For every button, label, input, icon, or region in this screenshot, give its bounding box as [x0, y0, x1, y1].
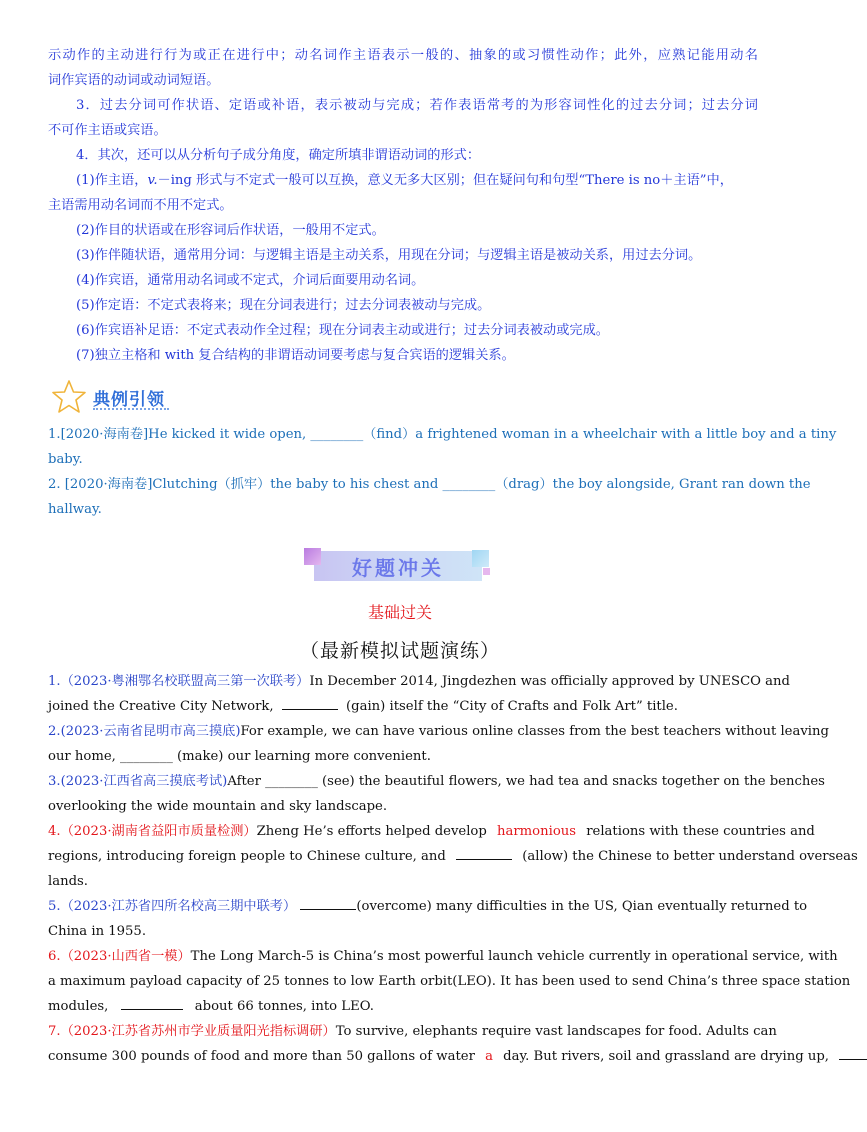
question-2 — [48, 722, 829, 742]
highlighted-word: harmonious — [497, 824, 577, 839]
rule-line: (7)独立主格和 with 复合结构的非谓语动词要考虑与复合宾语的逻辑关系。 — [76, 348, 515, 363]
rule-line: (4)作宾语，通常用动名词或不定式，介词后面要用动名词。 — [76, 273, 425, 288]
question-5 — [48, 897, 808, 917]
example-section-header — [48, 377, 208, 417]
question-number: 1. — [48, 674, 61, 689]
question-4-line-3: lands. — [48, 874, 88, 889]
rule-line: (5)作定语：不定式表将来；现在分词表进行；过去分词表被动与完成。 — [76, 298, 491, 313]
question-text: (gain) itself the “City of Crafts and Folk Art” title. — [346, 699, 678, 714]
example-line: 2. [2020·海南卷]Clutching（抓牢）the baby to his chest and ________（drag）the boy alongside, Grant ran down the — [48, 477, 811, 492]
question-source: 3.(2023·江西省高三摸底考试) — [48, 774, 228, 789]
question-text: joined the Creative City Network, — [48, 699, 274, 714]
question-text: modules, — [48, 999, 109, 1014]
question-4 — [48, 822, 815, 842]
rule-line: 示动作的主动进行行为或正在进行中；动名词作主语表示一般的、抽象的或习惯性动作；此外，应熟记能用动名 — [48, 48, 758, 63]
rule-text: (1)作主语， — [76, 173, 148, 188]
rule-line: 4．其次，还可以从分析句子成分角度，确定所填非谓语动词的形式： — [76, 148, 481, 163]
question-text: (overcome) many difficulties in the US, Qian eventually returned to — [356, 899, 808, 914]
question-1 — [48, 672, 790, 692]
question-3-line-2: overlooking the wide mountain and sky landscape. — [48, 799, 388, 814]
question-7 — [48, 1022, 777, 1042]
question-source: 5.（2023·江苏省四所名校高三期中联考） — [48, 899, 297, 914]
rule-line: (3)作伴随状语，通常用分词：与逻辑主语是主动关系，用现在分词；与逻辑主语是被动关系，用过去分词。 — [76, 248, 702, 263]
question-source: （2023·粤湘鄂名校联盟高三第一次联考） — [60, 674, 310, 689]
rule-line: (2)作目的状语或在形容词后作状语，一般用不定式。 — [76, 223, 385, 238]
highlighted-word: a — [485, 1049, 493, 1064]
question-6 — [48, 947, 838, 967]
question-source: 6.（2023·山西省一模） — [48, 949, 191, 964]
question-7-line-2 — [48, 1047, 829, 1067]
question-source: 7.（2023·江苏省苏州市学业质量阳光指标调研） — [48, 1024, 336, 1039]
question-source: 4.（2023·湖南省益阳市质量检测） — [48, 824, 257, 839]
rule-line: (6)作宾语补足语：不定式表动作全过程；现在分词表主动或进行；过去分词表被动或完成。 — [76, 323, 609, 338]
question-source: 2.(2023·云南省昆明市高三摸底) — [48, 724, 241, 739]
example-line: baby. — [48, 452, 83, 467]
question-6-line-3 — [48, 997, 758, 1017]
answer-blank[interactable] — [300, 897, 356, 910]
question-text: relations with these countries and — [586, 824, 815, 839]
rule-line: 不可作主语或宾语。 — [48, 123, 167, 138]
question-text: To survive, elephants require vast landscapes for food. Adults can — [335, 1024, 777, 1039]
practice-banner — [300, 546, 496, 586]
question-text: The Long March-5 is China’s most powerful launch vehicle currently in operational service, with — [190, 949, 838, 964]
question-text: After ________ (see) the beautiful flowers, we had tea and snacks together on the benches — [227, 774, 825, 789]
question-text: consume 300 pounds of food and more than 50 gallons of water — [48, 1049, 475, 1064]
question-text: day. But rivers, soil and grassland are drying up, — [503, 1049, 829, 1064]
rule-line — [76, 171, 786, 191]
question-2-line-2: our home, ________ (make) our learning more convenient. — [48, 749, 431, 764]
title-underline — [93, 408, 169, 410]
question-text: Zheng He’s efforts helped develop — [256, 824, 487, 839]
question-text: In December 2014, Jingdezhen was officially approved by UNESCO and — [309, 674, 790, 689]
question-3 — [48, 772, 825, 792]
question-4-line-2 — [48, 847, 858, 867]
question-text: about 66 tonnes, into LEO. — [194, 999, 374, 1014]
example-section-title: 典例引领 — [93, 390, 165, 410]
answer-blank[interactable] — [282, 697, 338, 710]
rule-line: 词作宾语的动词或动词短语。 — [48, 73, 220, 88]
question-text: (allow) the Chinese to better understand overseas — [522, 849, 858, 864]
example-line: hallway. — [48, 502, 102, 517]
section-subtitle: （最新模拟试题演练） — [299, 640, 500, 662]
rule-line: 主语需用动名词而不用不定式。 — [48, 198, 233, 213]
question-1-line-2 — [48, 697, 758, 717]
answer-blank[interactable] — [456, 847, 512, 860]
rule-line: 3．过去分词可作状语、定语或补语，表示被动与完成；若作表语常考的为形容词性化的过去分词；过去分词 — [76, 98, 758, 113]
example-line: 1.[2020·海南卷]He kicked it wide open, ________（find）a frightened woman in a wheelchair with a little boy and a tiny — [48, 427, 837, 442]
rule-text: －ing 形式与不定式一般可以互换，意义无多大区别；但在疑问句和句型“There is no＋主语”中， — [157, 173, 733, 188]
question-text: For example, we can have various online classes from the best teachers without leaving — [240, 724, 829, 739]
star-outline-icon — [51, 379, 87, 415]
question-text: regions, introducing foreign people to Chinese culture, and — [48, 849, 446, 864]
question-5-line-2: China in 1955. — [48, 924, 147, 939]
rule-abbrev: v. — [147, 173, 158, 188]
banner-title: 好题冲关 — [352, 556, 444, 580]
question-6-line-2: a maximum payload capacity of 25 tonnes to low Earth orbit(LEO). It has been used to send China’s three space station — [48, 974, 851, 989]
answer-blank[interactable] — [839, 1047, 867, 1060]
section-title: 基础过关 — [367, 603, 432, 622]
answer-blank[interactable] — [121, 997, 183, 1010]
